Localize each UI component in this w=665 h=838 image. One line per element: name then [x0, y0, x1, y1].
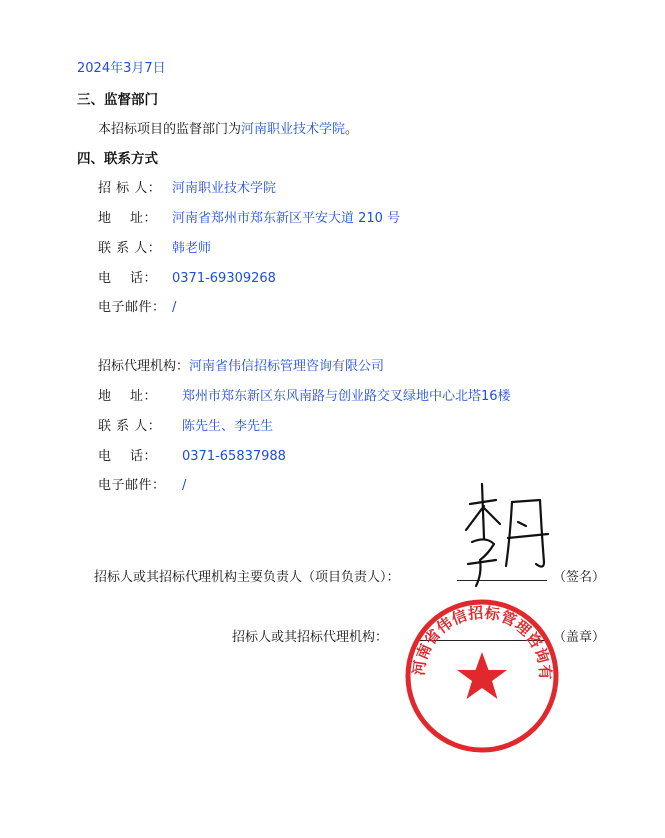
agency-name-label: 招标代理机构： — [98, 359, 190, 374]
agency-name-row — [98, 355, 384, 374]
section-heading-contact: 四、联系方式 — [77, 151, 158, 167]
tenderer-phone-value: 0371-69309268 — [172, 271, 276, 286]
agency-email-value: / — [182, 478, 187, 493]
tenderer-name-value: 河南职业技术学院 — [172, 181, 277, 196]
agency-phone-value: 0371-65837988 — [182, 449, 286, 464]
section-heading-supervision: 三、监督部门 — [77, 92, 158, 108]
tenderer-address-label: 地 址： — [98, 211, 158, 226]
tenderer-name-row — [98, 177, 276, 196]
seal-text: 河南省伟信招标管理咨询有 — [409, 603, 555, 681]
tenderer-contact-row — [98, 237, 211, 256]
tenderer-name-label: 招 标 人： — [98, 181, 162, 196]
signature-suffix: （签名） — [553, 570, 606, 585]
supervision-value: 河南职业技术学院 — [241, 122, 346, 137]
agency-contact-label: 联 系 人： — [98, 419, 162, 434]
supervision-suffix: 。 — [345, 122, 359, 137]
org-stamp-label: 招标人或其招标代理机构： — [232, 630, 389, 645]
agency-email-label: 电子邮件： — [98, 478, 166, 493]
tenderer-phone-label: 电 话： — [98, 271, 158, 286]
agency-address-row — [98, 385, 511, 404]
supervision-paragraph — [98, 118, 358, 137]
date-line: 2024年3月7日 — [77, 61, 166, 76]
tenderer-address-value: 河南省郑州市郑东新区平安大道 210 号 — [172, 211, 401, 226]
agency-email-row — [98, 474, 186, 493]
tenderer-contact-value: 韩老师 — [172, 241, 212, 256]
signature-drawing — [460, 478, 552, 590]
agency-phone-row — [98, 445, 286, 464]
tenderer-email-value: / — [172, 300, 177, 315]
agency-phone-label: 电 话： — [98, 449, 158, 464]
supervision-prefix: 本招标项目的监督部门为 — [98, 122, 242, 137]
principal-signature-label: 招标人或其招标代理机构主要负责人（项目负责人）： — [94, 570, 400, 585]
tenderer-email-row — [98, 296, 176, 315]
agency-address-value: 郑州市郑东新区东风南路与创业路交叉绿地中心北塔16楼 — [182, 389, 511, 404]
tenderer-address-row — [98, 207, 400, 226]
handwritten-signature — [460, 478, 552, 590]
tenderer-phone-row — [98, 267, 276, 286]
tenderer-email-label: 电子邮件： — [98, 300, 166, 315]
agency-address-label: 地 址： — [98, 389, 158, 404]
agency-contact-row — [98, 415, 273, 434]
seal-drawing — [404, 598, 560, 754]
seal-star-icon — [457, 652, 507, 699]
tenderer-contact-label: 联 系 人： — [98, 241, 162, 256]
agency-contact-value: 陈先生、李先生 — [182, 419, 274, 434]
stamp-suffix: （盖章） — [553, 630, 606, 645]
company-seal — [404, 598, 560, 754]
agency-name-value: 河南省伟信招标管理咨询有限公司 — [189, 359, 385, 374]
